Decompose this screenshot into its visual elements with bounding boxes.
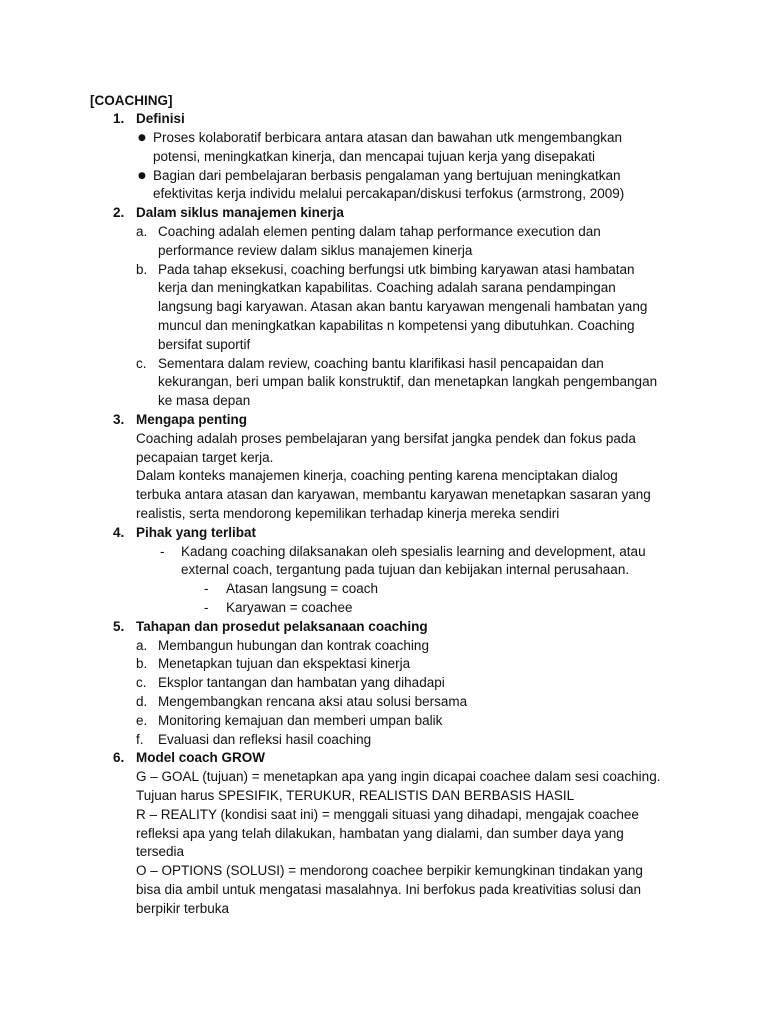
list-item-continuation bbox=[0, 279, 768, 298]
section-number: 1. bbox=[113, 111, 125, 127]
list-item bbox=[0, 637, 768, 656]
bullet-marker: ● bbox=[138, 133, 146, 144]
list-item bbox=[0, 731, 768, 750]
body-text: O – OPTIONS (SOLUSI) = mendorong coachee berpikir kemungkinan tindakan yang bbox=[136, 863, 643, 879]
body-line bbox=[0, 486, 768, 505]
list-item bbox=[0, 655, 768, 674]
document-title: [COACHING] bbox=[90, 92, 173, 108]
list-item-text: Eksplor tantangan dan hambatan yang dihadapi bbox=[158, 675, 445, 691]
list-item-text: Bagian dari pembelajaran berbasis pengalaman yang bertujuan meningkatkan bbox=[153, 167, 621, 183]
section-heading-6 bbox=[0, 749, 768, 768]
list-item-text: langsung bagi karyawan. Atasan akan bantu karyawan mengenali hambatan yang bbox=[158, 299, 648, 315]
dash-marker: - bbox=[160, 543, 165, 559]
list-item-continuation bbox=[0, 336, 768, 355]
dash-marker: - bbox=[204, 600, 209, 616]
section-title: Definisi bbox=[136, 111, 185, 127]
list-item bbox=[0, 167, 768, 186]
list-item-text: Proses kolaboratif berbicara antara atasan dan bawahan utk mengembangkan bbox=[153, 130, 623, 146]
list-item-text: Mengembangkan rencana aksi atau solusi bersama bbox=[158, 694, 468, 709]
list-item-text: performance review dalam siklus manajemen kinerja bbox=[158, 242, 473, 258]
section-number: 5. bbox=[113, 618, 125, 634]
body-text: tersedia bbox=[136, 844, 185, 860]
section-title: Tahapan dan prosedut pelaksanaan coaching bbox=[136, 618, 428, 634]
title-line bbox=[0, 92, 768, 111]
list-item-text: Pada tahap eksekusi, coaching berfungsi utk bimbing karyawan atasi hambatan bbox=[158, 261, 635, 277]
list-marker: a. bbox=[136, 637, 148, 653]
list-item-continuation bbox=[0, 298, 768, 317]
bullet-marker: ● bbox=[138, 170, 146, 181]
section-heading-2 bbox=[0, 204, 768, 223]
body-line bbox=[0, 505, 768, 524]
section-heading-1 bbox=[0, 110, 768, 129]
section-number: 4. bbox=[113, 524, 125, 540]
list-item bbox=[0, 355, 768, 374]
body-line bbox=[0, 449, 768, 468]
document-page bbox=[0, 92, 768, 919]
body-line bbox=[0, 467, 768, 486]
list-item bbox=[0, 129, 768, 148]
list-marker: f. bbox=[136, 731, 144, 747]
list-marker: a. bbox=[136, 224, 148, 240]
list-item bbox=[0, 712, 768, 731]
list-item-continuation bbox=[0, 373, 768, 392]
section-number: 6. bbox=[113, 750, 125, 766]
body-line bbox=[0, 862, 768, 881]
section-title: Pihak yang terlibat bbox=[136, 524, 257, 540]
sub-list-item bbox=[0, 599, 768, 618]
body-text: terbuka antara atasan dan karyawan, membantu karyawan menetapkan sasaran yang bbox=[136, 487, 651, 503]
list-item-text: kekurangan, beri umpan balik konstruktif, dan menetapkan langkah pengembangan bbox=[158, 374, 658, 390]
list-item bbox=[0, 261, 768, 280]
list-item-continuation bbox=[0, 185, 768, 204]
body-line bbox=[0, 881, 768, 900]
body-text: Tujuan harus SPESIFIK, TERUKUR, REALISTIS DAN BERBASIS HASIL bbox=[136, 787, 575, 803]
list-item-text: external coach, tergantung pada tujuan dan kebijakan internal perusahaan. bbox=[181, 562, 630, 578]
list-item-text: potensi, meningkatkan kinerja, dan mencapai tujuan kerja yang disepakati bbox=[153, 148, 596, 164]
list-marker: b. bbox=[136, 656, 148, 672]
list-item-continuation bbox=[0, 317, 768, 336]
list-item-continuation bbox=[0, 561, 768, 580]
list-item-text: Coaching adalah elemen penting dalam tahap performance execution dan bbox=[158, 224, 601, 240]
list-item-text: Kadang coaching dilaksanakan oleh spesialis learning and development, atau bbox=[181, 543, 646, 559]
list-item bbox=[0, 223, 768, 242]
body-line bbox=[0, 806, 768, 825]
list-item-text: efektivitas kerja individu melalui percakapan/diskusi terfokus (armstrong, 2009) bbox=[153, 186, 625, 202]
body-text: Coaching adalah proses pembelajaran yang bersifat jangka pendek dan fokus pada bbox=[136, 430, 636, 446]
list-marker: c. bbox=[136, 355, 147, 371]
body-text: bisa dia ambil untuk mengatasi masalahnya. Ini berfokus pada kreativitias solusi dan bbox=[136, 881, 642, 897]
body-text: G – GOAL (tujuan) = menetapkan apa yang ingin dicapai coachee dalam sesi coaching. bbox=[136, 769, 661, 785]
list-item-text: Menetapkan tujuan dan ekspektasi kinerja bbox=[158, 656, 411, 672]
list-item-text: Membangun hubungan dan kontrak coaching bbox=[158, 637, 429, 653]
list-item-continuation bbox=[0, 392, 768, 411]
list-marker: c. bbox=[136, 675, 147, 691]
section-heading-4 bbox=[0, 524, 768, 543]
list-item-continuation bbox=[0, 148, 768, 167]
sub-list-item-text: Atasan langsung = coach bbox=[226, 581, 378, 597]
section-heading-3 bbox=[0, 411, 768, 430]
section-number: 3. bbox=[113, 412, 125, 428]
list-item-text: Sementara dalam review, coaching bantu klarifikasi hasil pencapaidan dan bbox=[158, 355, 604, 371]
list-item-text: ke masa depan bbox=[158, 393, 251, 409]
section-heading-5 bbox=[0, 618, 768, 637]
body-line bbox=[0, 768, 768, 787]
body-line bbox=[0, 843, 768, 862]
section-title: Model coach GROW bbox=[136, 750, 266, 766]
body-line bbox=[0, 900, 768, 919]
list-item-continuation bbox=[0, 242, 768, 261]
body-line bbox=[0, 787, 768, 806]
list-item-text: muncul dan meningkatkan kapabilitas n kompetensi yang dibutuhkan. Coaching bbox=[158, 318, 635, 334]
list-marker: d. bbox=[136, 694, 148, 709]
list-item-text: Monitoring kemajuan dan memberi umpan balik bbox=[158, 712, 443, 728]
list-item-text: kerja dan meningkatkan kapabilitas. Coaching adalah sarana pendampingan bbox=[158, 280, 616, 296]
body-text: berpikir terbuka bbox=[136, 900, 230, 916]
list-item-text: Evaluasi dan refleksi hasil coaching bbox=[158, 731, 372, 747]
sub-list-item-text: Karyawan = coachee bbox=[226, 600, 353, 616]
body-text: realistis, serta mendorong kepemilikan terhadap kinerja mereka sendiri bbox=[136, 506, 560, 522]
body-text: pecapaian target kerja. bbox=[136, 449, 274, 465]
section-number: 2. bbox=[113, 205, 125, 221]
dash-marker: - bbox=[204, 581, 209, 597]
list-item bbox=[0, 543, 768, 562]
body-line bbox=[0, 430, 768, 449]
body-line bbox=[0, 825, 768, 844]
list-item bbox=[0, 693, 768, 712]
list-marker: e. bbox=[136, 712, 148, 728]
list-marker: b. bbox=[136, 261, 148, 277]
body-text: R – REALITY (kondisi saat ini) = menggali situasi yang dihadapi, mengajak coachee bbox=[136, 806, 639, 822]
body-text: refleksi apa yang telah dilakukan, hambatan yang dialami, dan sumber daya yang bbox=[136, 825, 624, 841]
sub-list-item bbox=[0, 580, 768, 599]
body-text: Dalam konteks manajemen kinerja, coaching penting karena menciptakan dialog bbox=[136, 468, 618, 484]
section-title: Mengapa penting bbox=[136, 412, 247, 428]
list-item-text: bersifat suportif bbox=[158, 336, 251, 352]
list-item bbox=[0, 674, 768, 693]
section-title: Dalam siklus manajemen kinerja bbox=[136, 205, 344, 221]
